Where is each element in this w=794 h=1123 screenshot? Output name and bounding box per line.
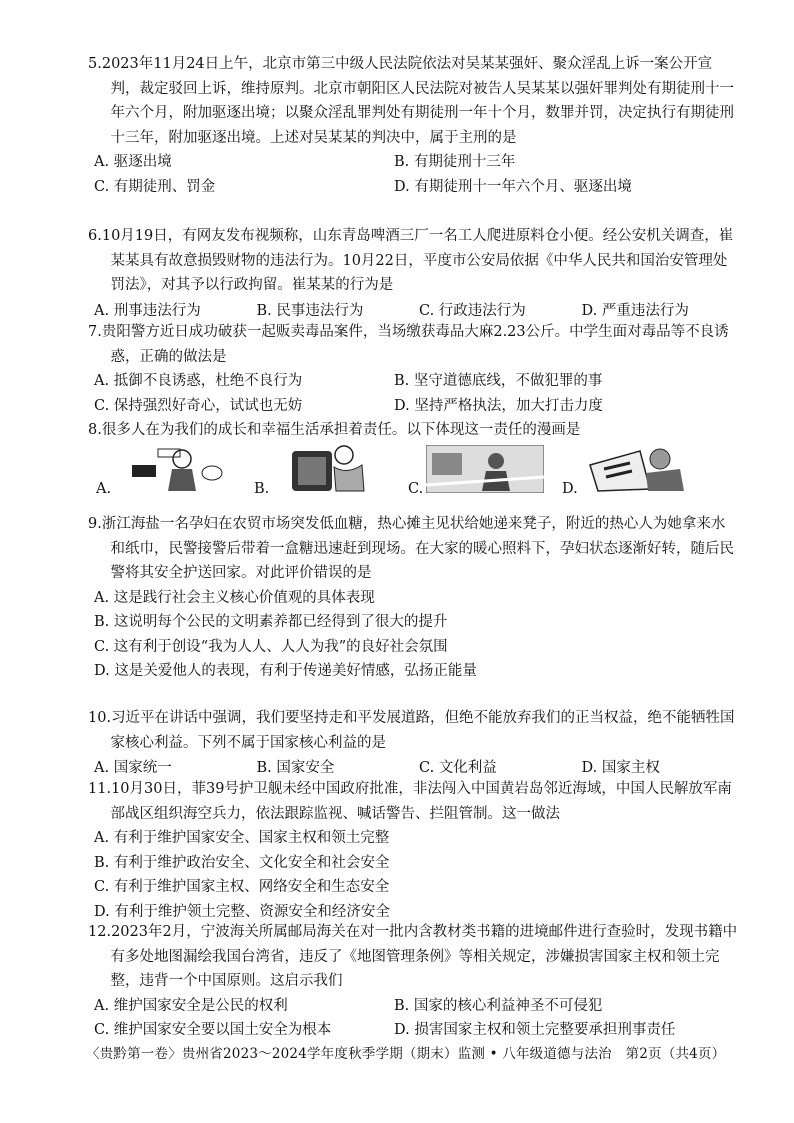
- option-d: D. 国家主权: [581, 760, 660, 776]
- option-d: D. 坚持严格执法，加大打击力度: [394, 397, 603, 414]
- cartoon-b: [254, 445, 394, 495]
- question-stem: 6.10月19日，有网友发布视频称，山东青岛啤酒三厂一名工人爬进原料仓小便。经公安机关调查，崔某某具有故意损毁财物的违法行为。10月22日，平度市公安局依据《中华人民共和国治安管理处罚法》，对其予以行政拘留。崔某某的行为是: [88, 228, 734, 293]
- option-list: [88, 150, 738, 199]
- option-c: C. 文化利益: [419, 760, 497, 776]
- option-c: C. 有利于维护国家主权、网络安全和生态安全: [94, 879, 390, 895]
- option-b: B. 坚守道德底线，不做犯罪的事: [394, 373, 603, 389]
- option-b: B. 这说明每个公民的文明素养都已经得到了很大的提升: [94, 614, 448, 630]
- question-stem: 7.贵阳警方近日成功破获一起贩卖毒品案件，当场缴获毒品大麻2.23公斤。中学生面对毒品等不良诱惑，正确的做法是: [88, 324, 729, 365]
- option-d: D. 严重违法行为: [581, 302, 689, 319]
- option-d: D. 损害国家主权和领土完整要承担刑事责任: [394, 1022, 676, 1038]
- option-list: [88, 994, 738, 1043]
- option-a: A. 维护国家安全是公民的权利: [94, 997, 288, 1014]
- option-a: A. 国家统一: [94, 760, 172, 776]
- question-stem: 10.习近平在讲话中强调，我们要坚持走和平发展道路，但绝不能放弃我们的正当权益，绝不能牺牲国家核心利益。下列不属于国家核心利益的是: [88, 710, 735, 751]
- option-c: C. 行政违法行为: [419, 302, 526, 319]
- option-a: A. 这是践行社会主义核心价值观的具体表现: [94, 589, 375, 606]
- option-b: B. 国家的核心利益神圣不可侵犯: [394, 997, 603, 1014]
- cartoon-d: [562, 445, 712, 495]
- question-6: [88, 224, 738, 323]
- page-footer: 〈贵黔第一卷〉贵州省2023～2024学年度秋季学期（期末）监测 • 八年级道德与法治 第2页（共4页）: [86, 1046, 726, 1062]
- question-12: [88, 920, 738, 1043]
- question-stem: 11.10月30日，菲39号护卫舰未经中国政府批准，非法闯入中国黄岩岛邻近海域，中国人民解放军南部战区组织海空兵力，依法跟踪监视、喊话警告、拦阻管制。这一做法: [88, 781, 732, 822]
- option-list: [88, 369, 738, 418]
- question-stem: 5.2023年11月24日上午，北京市第三中级人民法院依法对吴某某强奸、聚众淫乱上诉一案公开宣判，裁定驳回上诉，维持原判。北京市朝阳区人民法院对被告人吴某某以强奸罪判处有期徒刑十一年六个月，附加驱逐出境；以聚众淫乱罪判处有期徒刑一年十个月，数罪并罚，决定执行有期徒刑十三年，附加驱逐出境。上述对吴某某的判决中，属于主刑的是: [88, 56, 734, 146]
- cartoon-options: [96, 445, 716, 495]
- option-b: B. 有利于维护政治安全、文化安全和社会安全: [94, 854, 390, 871]
- question-stem: 8.很多人在为我们的成长和幸福生活承担着责任。以下体现这一责任的漫画是: [88, 422, 581, 438]
- option-a: A. 驱逐出境: [94, 154, 172, 170]
- question-11: [88, 777, 738, 924]
- cartoon-label: D.: [562, 481, 578, 497]
- option-b: B. 有期徒刑十三年: [394, 154, 516, 170]
- option-b: B. 民事违法行为: [256, 302, 364, 319]
- option-b: B. 国家安全: [256, 760, 335, 776]
- cartoon-b-image: [272, 445, 372, 493]
- option-c: C. 保持强烈好奇心，试试也无妨: [94, 397, 303, 414]
- cartoon-d-image: [580, 445, 690, 493]
- cartoon-label: A.: [96, 481, 112, 497]
- question-7: [88, 320, 738, 418]
- option-a: A. 刑事违法行为: [94, 302, 201, 319]
- option-d: D. 这是关爱他人的表现，有利于传递美好情感，弘扬正能量: [94, 663, 477, 679]
- cartoon-a-image: [114, 445, 224, 493]
- option-a: A. 抵御不良诱惑，杜绝不良行为: [94, 373, 303, 389]
- cartoon-c-image: [426, 445, 544, 493]
- question-9: [88, 512, 738, 684]
- option-c: C. 有期徒刑、罚金: [94, 178, 216, 195]
- option-d: D. 有利于维护领土完整、资源安全和经济安全: [94, 903, 390, 920]
- option-c: C. 维护国家安全要以国土安全为根本: [94, 1022, 332, 1038]
- option-d: D. 有期徒刑十一年六个月、驱逐出境: [394, 178, 632, 195]
- question-stem: 12.2023年2月，宁波海关所属邮局海关在对一批内含教材类书籍的进境邮件进行查验时，发现书籍中有多处地图漏绘我国台湾省，违反了《地图管理条例》等相关规定，涉嫌损害国家主权和领土完整，违背一个中国原则。这启示我们: [88, 924, 738, 989]
- question-8: [88, 418, 738, 443]
- option-list: [88, 826, 738, 924]
- cartoon-c: [408, 445, 558, 495]
- option-list: [88, 586, 738, 684]
- option-a: A. 有利于维护国家安全、国家主权和领土完整: [94, 830, 390, 846]
- option-c: C. 这有利于创设“我为人人、人人为我”的良好社会氛围: [94, 638, 448, 655]
- cartoon-label: B.: [254, 481, 270, 497]
- cartoon-a: [96, 445, 236, 495]
- question-stem: 9.浙江海盐一名孕妇在农贸市场突发低血糖，热心摊主见状给她递来凳子，附近的热心人为她拿来水和纸巾，民警接警后带着一盒糖迅速赶到现场。在大家的暖心照料下，孕妇状态逐渐好转，随后民警将其安全护送回家。对此评价错误的是: [88, 516, 734, 581]
- cartoon-label: C.: [408, 481, 424, 497]
- question-5: [88, 52, 738, 199]
- question-10: [88, 706, 738, 781]
